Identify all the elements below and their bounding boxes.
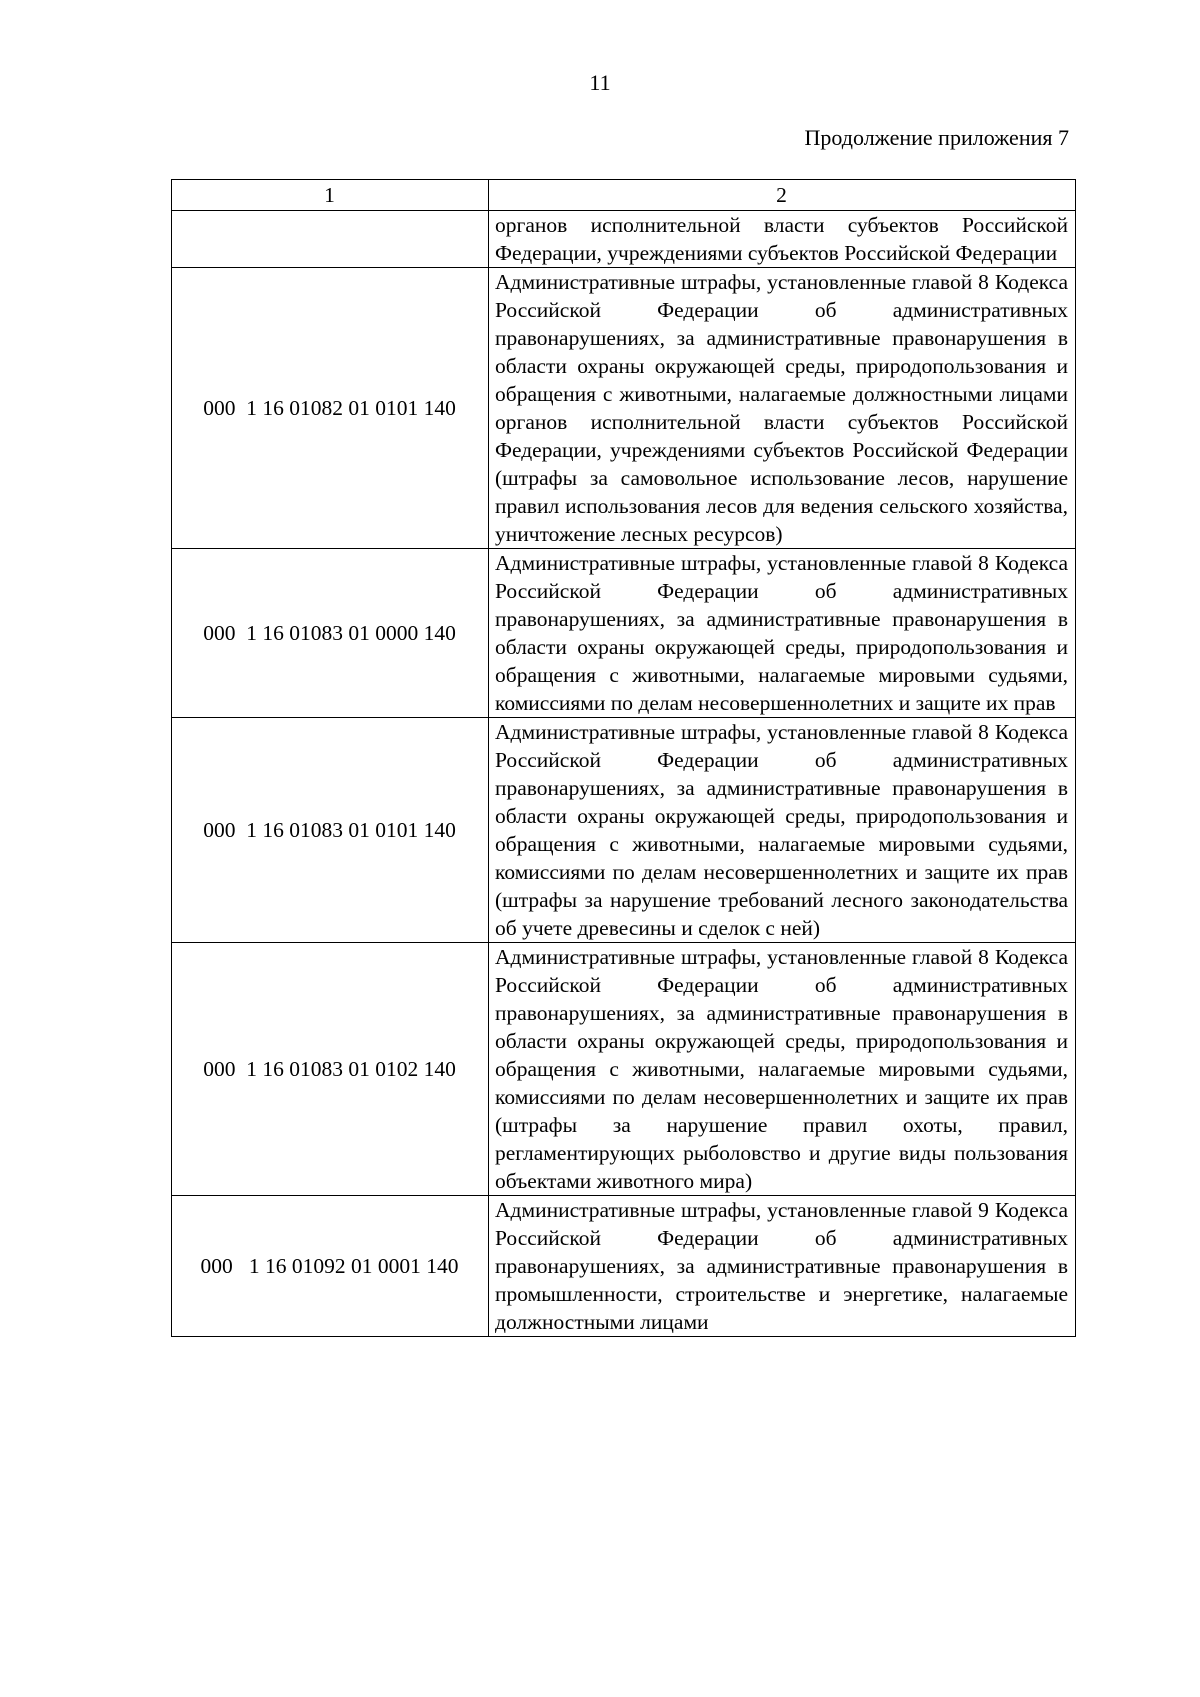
column-header-1: 1 xyxy=(172,180,489,211)
description-cell: Административные штрафы, установленные главой 8 Кодекса Российской Федерации об административных правонарушениях, за административные правонарушения в области охраны окружающей среды, природопользования и обращения с животными, налагаемые должностными лицами органов исполнительной власти субъектов Российской Федерации, учреждениями субъектов Российской Федерации (штрафы за самовольное использование лесов, нарушение правил использования лесов для ведения сельского хозяйства, уничтожение лесных ресурсов) xyxy=(489,268,1076,549)
page-number: 11 xyxy=(589,70,611,95)
budget-code-cell xyxy=(172,211,489,268)
table-row xyxy=(172,268,1076,549)
table-row xyxy=(172,211,1076,268)
appendix-table xyxy=(171,179,1076,1337)
description-cell: Административные штрафы, установленные главой 8 Кодекса Российской Федерации об административных правонарушениях, за административные правонарушения в области охраны окружающей среды, природопользования и обращения с животными, налагаемые мировыми судьями, комиссиями по делам несовершеннолетних и защите их прав xyxy=(489,549,1076,718)
description-cell: органов исполнительной власти субъектов Российской Федерации, учреждениями субъектов Российской Федерации xyxy=(489,211,1076,268)
budget-code-cell: 000 1 16 01083 01 0102 140 xyxy=(172,943,489,1196)
column-header-2: 2 xyxy=(489,180,1076,211)
table-row xyxy=(172,1196,1076,1337)
budget-code-cell: 000 1 16 01092 01 0001 140 xyxy=(172,1196,489,1337)
table-row xyxy=(172,718,1076,943)
budget-code-cell: 000 1 16 01082 01 0101 140 xyxy=(172,268,489,549)
continuation-title: Продолжение приложения 7 xyxy=(804,125,1069,150)
table-row xyxy=(172,943,1076,1196)
description-cell: Административные штрафы, установленные главой 8 Кодекса Российской Федерации об административных правонарушениях, за административные правонарушения в области охраны окружающей среды, природопользования и обращения с животными, налагаемые мировыми судьями, комиссиями по делам несовершеннолетних и защите их прав (штрафы за нарушение правил охоты, правил, регламентирующих рыболовство и другие виды пользования объектами животного мира) xyxy=(489,943,1076,1196)
table-row xyxy=(172,549,1076,718)
description-cell: Административные штрафы, установленные главой 8 Кодекса Российской Федерации об административных правонарушениях, за административные правонарушения в области охраны окружающей среды, природопользования и обращения с животными, налагаемые мировыми судьями, комиссиями по делам несовершеннолетних и защите их прав (штрафы за нарушение требований лесного законодательства об учете древесины и сделок с ней) xyxy=(489,718,1076,943)
table-header-row xyxy=(172,180,1076,211)
budget-code-cell: 000 1 16 01083 01 0000 140 xyxy=(172,549,489,718)
budget-code-cell: 000 1 16 01083 01 0101 140 xyxy=(172,718,489,943)
description-cell: Административные штрафы, установленные главой 9 Кодекса Российской Федерации об административных правонарушениях, за административные правонарушения в промышленности, строительстве и энергетике, налагаемые должностными лицами xyxy=(489,1196,1076,1337)
